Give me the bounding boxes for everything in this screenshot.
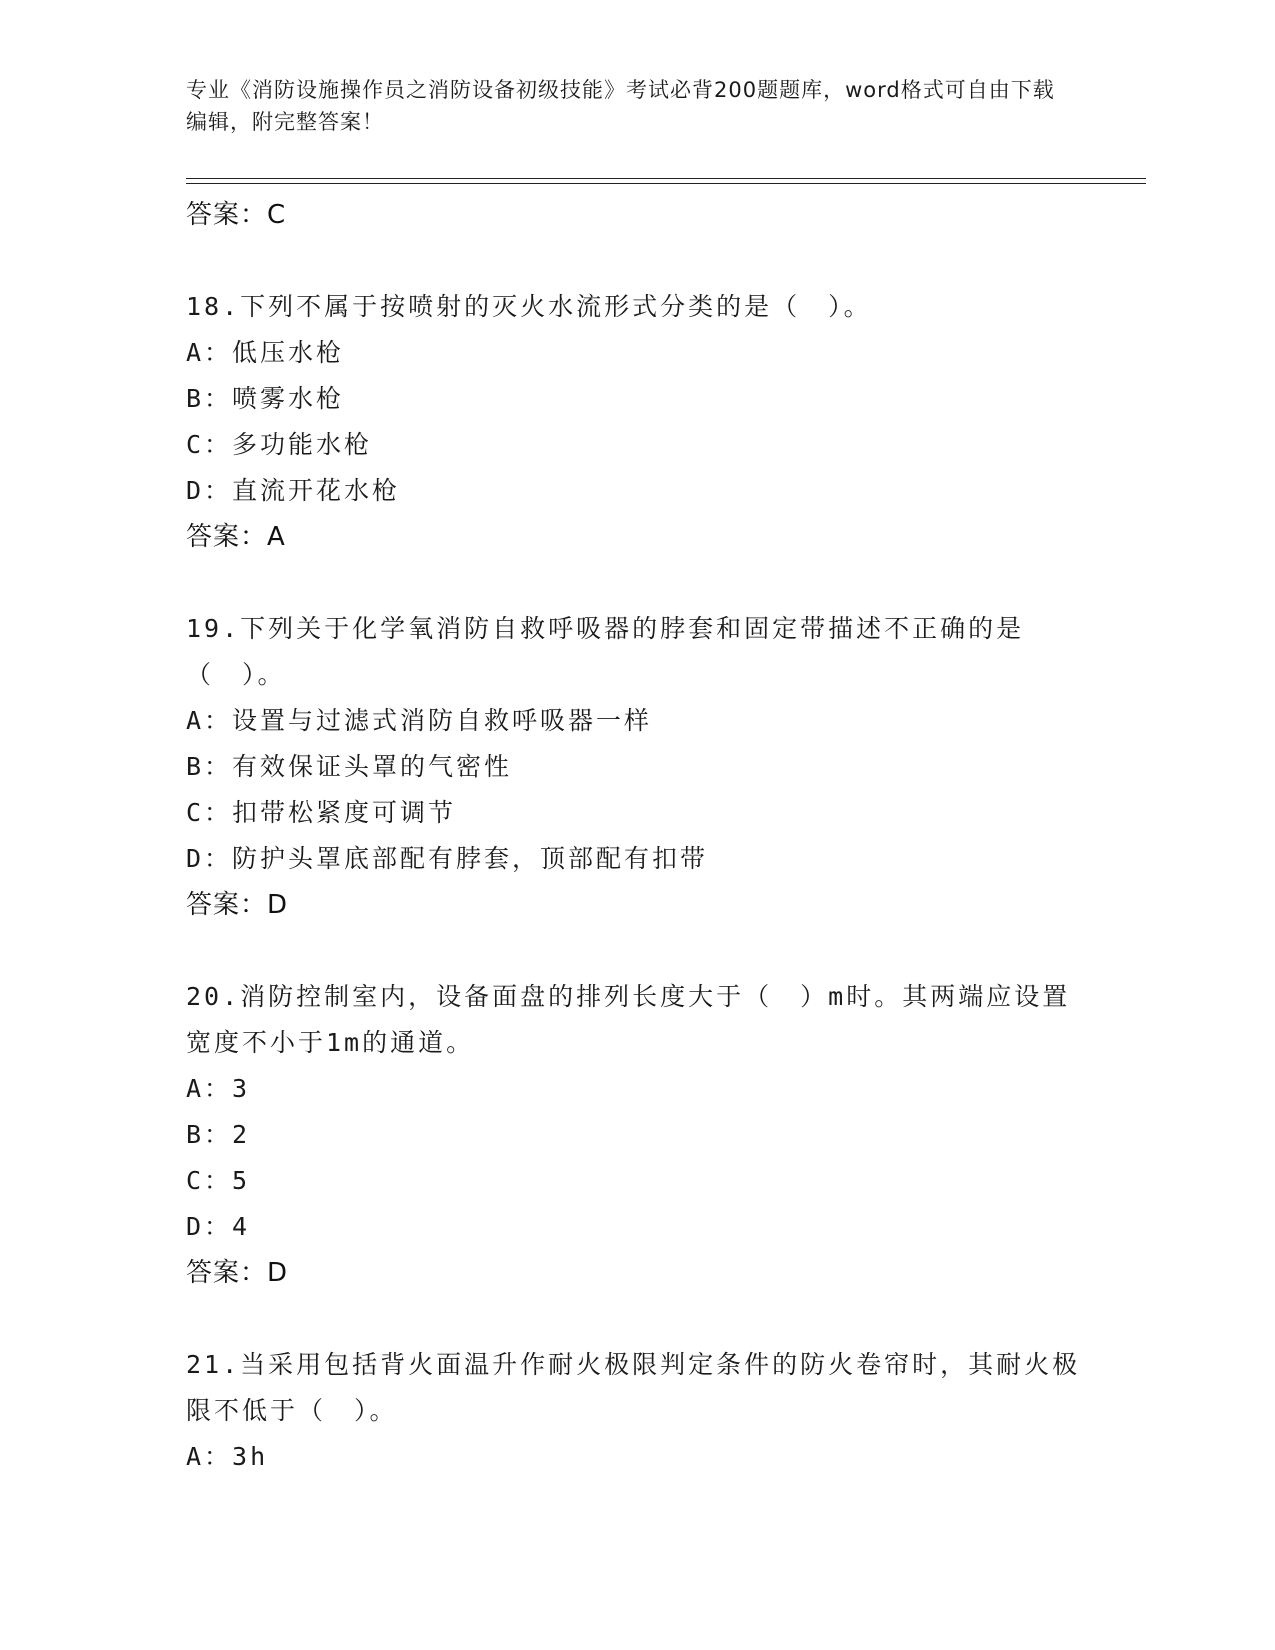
- document-header-note: 专业《消防设施操作员之消防设备初级技能》考试必背200题题库，word格式可自由下载编辑，附完整答案！: [186, 78, 1055, 134]
- question-text: 20.消防控制室内，设备面盘的排列长度大于（ ）m时。其两端应设置宽度不小于1m的通道。: [186, 982, 1071, 1057]
- option-d: D：4: [186, 1212, 251, 1241]
- option-a: A：3: [186, 1074, 251, 1103]
- option-a: A：低压水枪: [186, 338, 345, 367]
- question-list: [186, 192, 1086, 1480]
- question-18: [186, 284, 1086, 560]
- option-b: B：有效保证头罩的气密性: [186, 752, 513, 781]
- option-b: B：喷雾水枪: [186, 384, 345, 413]
- header-divider-top: [186, 178, 1146, 179]
- question-text: 18.下列不属于按喷射的灭火水流形式分类的是（ ）。: [186, 292, 872, 321]
- option-d: D：直流开花水枪: [186, 476, 401, 505]
- option-a: A：3h: [186, 1442, 269, 1471]
- option-a: A：设置与过滤式消防自救呼吸器一样: [186, 706, 653, 735]
- question-19: [186, 606, 1086, 928]
- answer-line: 答案：D: [186, 1258, 289, 1288]
- answer-line: 答案：D: [186, 890, 289, 920]
- answer-line: 答案：C: [186, 200, 287, 230]
- answer-line: 答案：A: [186, 522, 286, 552]
- question-21: [186, 1342, 1086, 1480]
- option-c: C：5: [186, 1166, 251, 1195]
- option-c: C：多功能水枪: [186, 430, 373, 459]
- option-d: D：防护头罩底部配有脖套，顶部配有扣带: [186, 844, 709, 873]
- question-20: [186, 974, 1086, 1296]
- question-text: 19.下列关于化学氧消防自救呼吸器的脖套和固定带描述不正确的是（ ）。: [186, 614, 1025, 689]
- question-text: 21.当采用包括背火面温升作耐火极限判定条件的防火卷帘时，其耐火极限不低于（ ）。: [186, 1350, 1081, 1425]
- header-divider-bottom: [186, 183, 1146, 184]
- option-b: B：2: [186, 1120, 251, 1149]
- option-c: C：扣带松紧度可调节: [186, 798, 457, 827]
